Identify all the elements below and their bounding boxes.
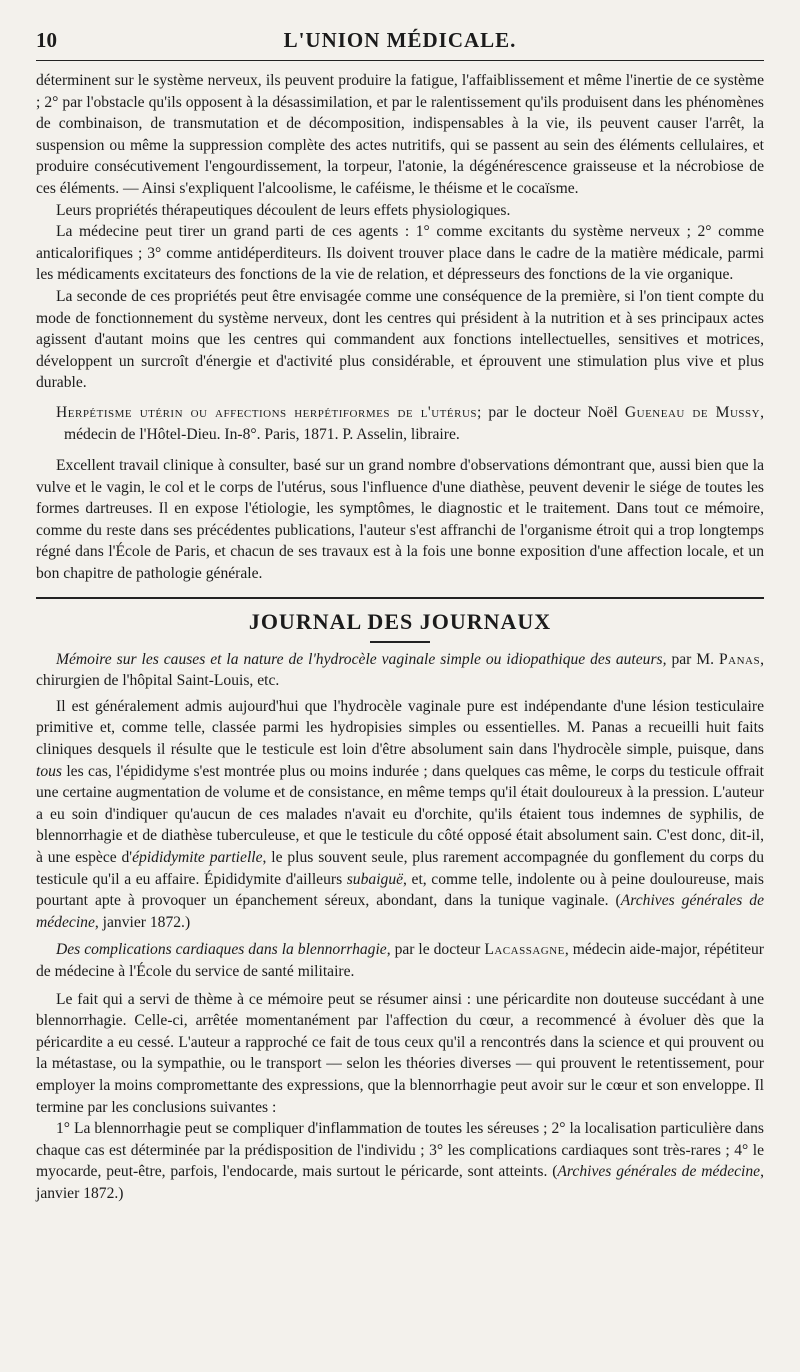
running-title: L'UNION MÉDICALE. [283,28,517,52]
review-title: Herpétisme utérin ou affections herpétiformes de l'utérus [56,403,478,421]
article2-title: Des complications cardiaques dans la blennorrhagie [56,941,387,959]
header-rule [36,60,764,61]
section-rule [36,597,764,599]
article1-heading [36,649,764,692]
article2-conclusions-text: 1° La blennorrhagie peut se compliquer d'inflammation de toutes les séreuses ; 2° la localisation particulière dans chaque cas est déterminée par la prédisposition de l'individu ; 3° les complications cardiaques sont très-rares ; 4° le myocarde, peut-être, parfois, l'endocarde, mais surtout le péricarde, sont atteints. ( [36,1120,764,1181]
spacer [44,445,764,455]
article1-text-b: les cas, l'épididyme s'est montrée plus ou moins indurée ; dans quelques cas même, le corps du testicule offrait une certaine augmentation de volume et de consistance, en même temps qu'il était douloureux à la pression. L'auteur a eu soin d'indiquer qu'aucun de ces malades n'avait eu d'orchite, qu'ils étaient tous indemnes de syphilis, de blennorrhagie et de diathèse tuberculeuse, et que le testicule du côté opposé était absolument sain. C'est donc, dit-il, à une espèce d' [36,762,764,866]
review-author: Gueneau de Mussy [624,403,761,421]
paragraph-continued: déterminent sur le système nerveux, ils peuvent produire la fatigue, l'affaiblissement et même l'inertie de ce système ; 2° par l'obstacle qu'ils opposent à la désassimilation, et par le ralentissement qu'ils produisent dans les phénomènes de combinaison, de transmutation et de décomposition, indispensables à la vie, ils peuvent causer l'arrêt, la suspension ou même la suppression complète des actes nutritifs, qui se passent au sein des éléments cellulaires, et produire consécutivement l'engourdissement, la torpeur, l'atonie, la dégénérescence graisseuse et la nécrobiose de ces éléments. — Ainsi s'expliquent l'alcoolisme, le caféisme, le théisme et le cocaïsme. [36,72,764,197]
article2-text: Le fait qui a servi de thème à ce mémoire peut se résumer ainsi : une péricardite non douteuse succédant à une blennorrhagie. Celle-ci, arrêtée momentanément par l'affection du cœur, a recommencé à évoluer dès que la péricardite a eu cessé. L'auteur a rapproché ce fait de tous ceux qu'il a rencontrés dans la science et qui prouvent ou la métastase, ou la sympathie, ou le transport — selon les théories diverses — qui prouvent le retentissement, pour employer la moins compromettante des expressions, que la blennorrhagie peut avoir sur le cœur et son enveloppe. Il termine par les conclusions suivantes : [36,990,764,1116]
article2-source: Archives générales de médecine [557,1163,761,1181]
section-heading: JOURNAL DES JOURNAUX [248,608,552,634]
article1-source: Archives générales de médecine [36,892,764,931]
article1-text-c: , le plus souvent seule, plus rarement accompagnée du gonflement du corps du testicule qu'il a eu affaire. Épididymite d'ailleurs [36,849,764,888]
article1-emphasis-epididymite: épididymite partielle [132,849,263,866]
review-author-prefix: ; par le docteur Noël [477,403,625,421]
article1-emphasis-tous: tous [36,762,62,780]
article1-text [36,696,764,934]
article1-emphasis-subaigue: subaiguë [346,870,404,888]
book-review [36,402,764,585]
article2-heading [36,939,764,982]
article1-text-d: , et, comme telle, indolente ou à peine douloureuse, mais pourtant apte à provoquer un épanchement séreux, abondant, dans la tunique vaginale. ( [36,870,764,910]
article2-byline-prefix: , par le docteur [386,941,485,959]
page-body [36,70,764,1205]
review-citation [44,402,764,445]
article1-title: Mémoire sur les causes et la nature de l'hydrocèle vaginale simple ou idiopathique des auteurs, [56,650,667,668]
article1-source-date: , janvier 1872.) [94,913,191,931]
paragraph-second-property: La seconde de ces propriétés peut être envisagée comme une conséquence de la première, si l'on tient compte du mode de fonctionnement du système nerveux, dont les centres qui président à la nutrition et à ses principaux actes agissent d'autant moins que les centres qui commandent aux fonctions intellectuelles, sensitives et motrices, développent un surcroît d'énergie et d'activité plus considérable, et éprouvent une stimulation plus vive et plus durable. [36,287,764,392]
article1-byline-suffix: , chirurgien de l'hôpital Saint-Louis, etc. [36,650,764,690]
article1-byline-prefix: par M. [671,650,719,668]
article2-source-date: , janvier 1872.) [36,1163,764,1202]
review-text: Excellent travail clinique à consulter, basé sur un grand nombre d'observations démontrant que, aussi bien que la vulve et le vagin, le col et le corps de l'utérus, sous l'influence d'une diathèse, peuvent devenir le siége de toutes les formes dartreuses. Il en expose l'étiologie, les symptômes, le diagnostic et le traitement. Dans tout ce mémoire, comme du reste dans ses précédentes publications, l'auteur s'est affranchi de l'organisme étroit qui a trop longtemps régné dans l'École de Paris, et chacun de ses travaux est à la fois une bonne exposition d'une affection locale, et un bon chapitre de pathologie générale. [36,457,764,583]
article2-author: Lacassagne [484,941,565,959]
article1-author: Panas [718,650,761,668]
heading-ornament-rule [370,641,430,643]
article2-byline-suffix: , médecin aide-major, répétiteur de médecine à l'École du service de santé militaire. [36,941,764,980]
page-header [36,24,764,64]
article2-conclusions [36,1118,764,1204]
review-details: , médecin de l'Hôtel-Dieu. In-8°. Paris, 1871. P. Asselin, libraire. [64,403,764,443]
paragraph-uses: La médecine peut tirer un grand parti de ces agents : 1° comme excitants du système nerveux ; 2° comme anticalorifiques ; 3° comme antidéperditeurs. Ils doivent trouver place dans le cadre de la matière médicale, parmi les médicaments excitateurs des fonctions de la vie de relation, et dépresseurs des fonctions de la vie organique. [36,223,764,284]
page-number: 10 [36,28,57,52]
paragraph-therapeutic: Leurs propriétés thérapeutiques découlent de leurs effets physiologiques. [56,201,511,219]
article1-text-a: Il est généralement admis aujourd'hui que l'hydrocèle vaginale pure est indépendante d'une lésion testiculaire primitive et, comme telle, classée parmi les hydropisies simples ou essentielles. M. Panas a recueilli huit faits cliniques desquels il résulte que le testicule est loin d'être absolument sain dans l'hydrocèle simple, puisque, dans [36,697,764,759]
